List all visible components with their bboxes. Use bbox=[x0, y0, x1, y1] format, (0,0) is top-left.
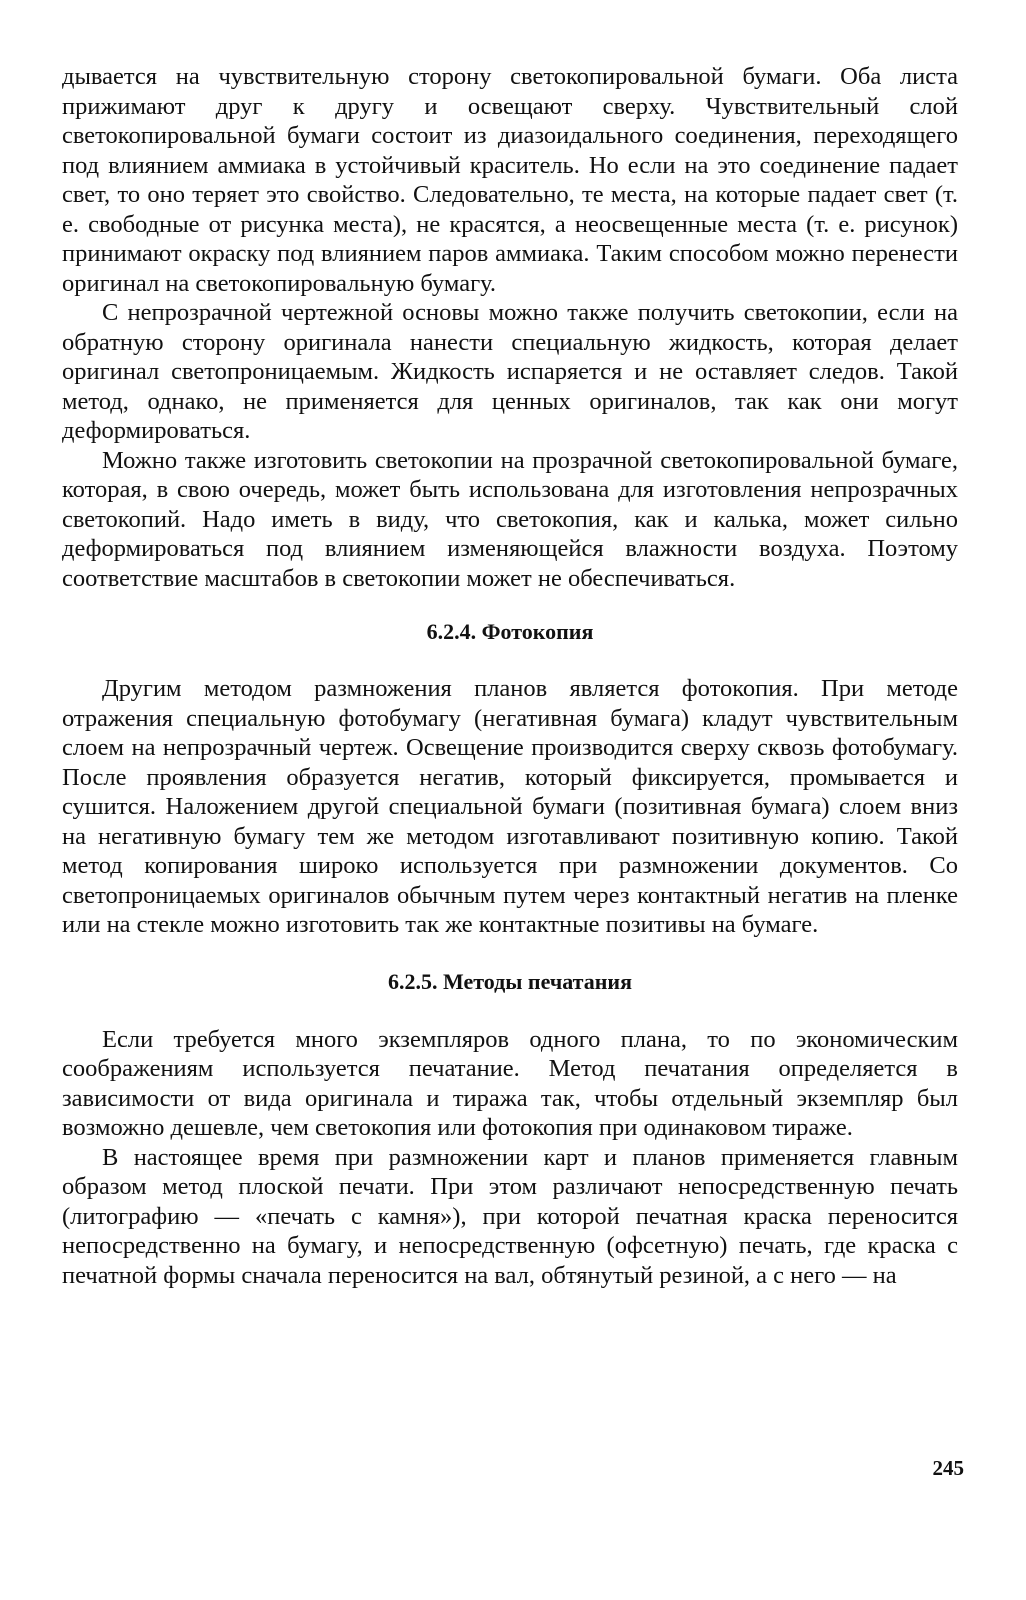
paragraph-printing-intro: Если требуется много экземпляров одного плана, то по экономическим соображениям используется печатание. Метод печатания определяется в зависимости от вида оригинала и тиража так, чтобы отдельный экземпляр был возможно дешевле, чем светокопия или фотокопия при одинаковом тираже. bbox=[62, 1025, 958, 1141]
page-number: 245 bbox=[932, 1456, 964, 1480]
section-heading-printing: 6.2.5. Методы печатания bbox=[388, 968, 632, 994]
section-heading-photocopy: 6.2.4. Фотокопия bbox=[426, 619, 594, 644]
paragraph-printing-methods: В настоящее время при размножении карт и планов применяется главным образом метод плоской печати. При этом различают непосредственную печать (литографию — «печать с камня»), при которой печатная краска переносится непосредственно на бумагу, и непосредственную (офсетную) печать, где краска с печатной формы сначала переносится на вал, обтянутый резиной, а с него — на bbox=[62, 1143, 958, 1289]
paragraph-continuation: дывается на чувствительную сторону светокопировальной бумаги. Оба листа прижимают друг к другу и освещают сверху. Чувствительный слой светокопировальной бумаги состоит из диазоидального соединения, переходящего под влиянием аммиака в устойчивый краситель. Но если на это соединение падает свет, то оно теряет это свойство. Следовательно, те места, на которые падает свет (т. е. свободные от рисунка места), не красятся, а неосвещенные места (т. е. рисунок) принимают окраску под влиянием паров аммиака. Таким способом можно перенести оригинал на светокопировальную бумагу. bbox=[62, 63, 958, 297]
page-body bbox=[62, 62, 958, 1290]
paragraph-opaque-base: С непрозрачной чертежной основы можно также получить светокопии, если на обратную сторону оригинала нанести специальную жидкость, которая делает оригинал светопроницаемым. Жидкость испаряется и не оставляет следов. Такой метод, однако, не применяется для ценных оригиналов, так как они могут деформироваться. bbox=[62, 299, 958, 444]
paragraph-photocopy: Другим методом размножения планов является фотокопия. При методе отражения специальную фотобумагу (негативная бумага) кладут чувствительным слоем на непрозрачный чертеж. Освещение производится сверху сквозь фотобумагу. После проявления образуется негатив, который фиксируется, промывается и сушится. Наложением другой специальной бумаги (позитивная бумага) слоем вниз на негативную бумагу тем же методом изготавливают позитивную копию. Такой метод копирования широко используется при размножении документов. Со светопроницаемых оригиналов обычным путем через контактный негатив на пленке или на стекле можно изготовить так же контактные позитивы на бумаге. bbox=[62, 675, 958, 938]
paragraph-transparent-copy: Можно также изготовить светокопии на прозрачной светокопировальной бумаге, которая, в свою очередь, может быть использована для изготовления непрозрачных светокопий. Надо иметь в виду, что светокопия, как и калька, может сильно деформироваться под влиянием изменяющейся влажности воздуха. Поэтому соответствие масштабов в светокопии может не обеспечиваться. bbox=[62, 446, 958, 592]
